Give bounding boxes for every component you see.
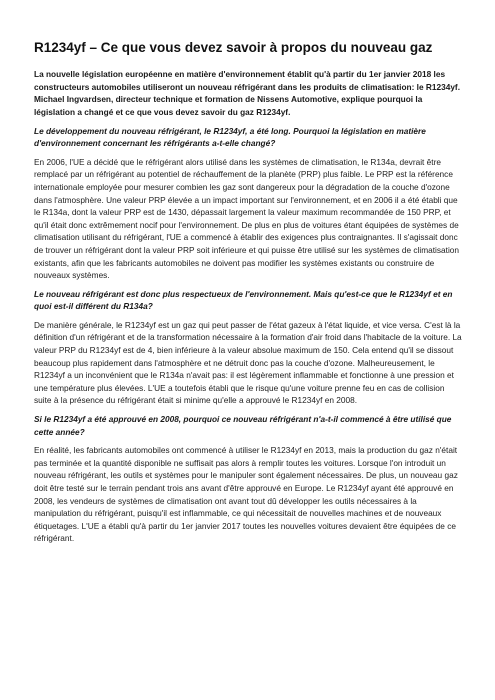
section-question: Le nouveau réfrigérant est donc plus respectueux de l'environnement. Mais qu'est-ce que le R1234yf et en quoi est-il différent du R134a? bbox=[34, 288, 453, 312]
section-question: Si le R1234yf a été approuvé en 2008, pourquoi ce nouveau réfrigérant n'a-t-il commencé à être utilisé que cette année? bbox=[34, 414, 452, 437]
article-intro: La nouvelle législation européenne en matière d'environnement établit qu'à partir du 1er janvier 2018 les constructeurs automobiles utiliseront un nouveau réfrigérant dans les produits de climatisation: le R1234yf. Michael Ingvardsen, directeur technique et formation de Nissens Automotive, explique pourquoi la législation a changé et ce que vous devez savoir du gaz R1234yf. bbox=[34, 69, 461, 117]
section-1 bbox=[34, 125, 462, 282]
section-3 bbox=[34, 413, 462, 545]
article-title: R1234yf – Ce que vous devez savoir à propos du nouveau gaz bbox=[34, 40, 433, 55]
section-answer: En 2006, l'UE a décidé que le réfrigérant alors utilisé dans les systèmes de climatisation, le R134a, devrait être remplacé par un réfrigérant au potentiel de réchauffement de la planète (PRP) plus faible. Le PRP est la référence internationale employée pour mesurer combien les gaz sont dangereux pour la dégradation de la couche d'ozone dans l'atmosphère. Une valeur PRP élevée a un impact important sur l'environnement, et en 2006 il a été établi que le R134a, dont la valeur PRP est de 1430, dépassait largement la valeur maximum recommandée de 150 PRP, et qu'il était donc extrêmement nocif pour l'environnement. De plus en plus de voitures étant équipées de systèmes de climatisation utilisant du réfrigérant, l'UE a commencé à établir des exigences plus contraignantes. Il s'agissait donc de trouver un réfrigérant dont la valeur PRP soit inférieure et qui puisse être utilisé sur les systèmes de climatisation existants, afin que les fabricants automobiles ne doivent pas modifier les systèmes existants ou construire de nouveaux systèmes. bbox=[34, 156, 460, 281]
section-2 bbox=[34, 288, 462, 407]
section-answer: En réalité, les fabricants automobiles ont commencé à utiliser le R1234yf en 2013, mais la production du gaz n'était pas terminée et la quantité disponible ne suffisait pas alors à remplir toutes les voitures. Lorsque l'on introduit un nouveau réfrigérant, les outils et systèmes pour le manipuler sont également nécessaires. De plus, un nouveau gaz doit être testé sur le terrain pendant trois ans avant d'être approuvé en Europe. Le R1234yf ayant été approuvé en 2008, les vendeurs de systèmes de climatisation ont avant tout dû développer les outils nécessaires à la manipulation du réfrigérant, puisqu'il est inflammable, ce qui nécessitait de nouvelles machines et de nouveaux étiquetages. L'UE a établi qu'à partir du 1er janvier 2017 toutes les nouvelles voitures devaient être équipées de ce réfrigérant. bbox=[34, 445, 458, 544]
document-page bbox=[34, 40, 462, 551]
section-question: Le développement du nouveau réfrigérant, le R1234yf, a été long. Pourquoi la législation en matière d'environnement concernant les réfrigérants a-t-elle changé? bbox=[34, 125, 426, 149]
section-answer: De manière générale, le R1234yf est un gaz qui peut passer de l'état gazeux à l'état liquide, et vice versa. C'est là la définition d'un réfrigérant et de la transformation nécessaire à la formation d'air froid dans l'habitacle de la voiture. La valeur PRP du R1234yf est de 4, bien inférieure à la valeur absolue maximum de 150. Cela entend qu'il se dissout beaucoup plus rapidement dans l'atmosphère et ne détruit donc pas la couche d'ozone. Malheureusement, le R1234yf a un inconvénient que le R134a n'avait pas: il est légèrement inflammable et fonctionne à une pression et une température plus élevées. L'UE a toutefois établi que le risque qu'une voiture prenne feu en cas de collision suite à la présence du réfrigérant était si minime qu'elle a approuvé le R1234yf en 2008. bbox=[34, 319, 462, 406]
